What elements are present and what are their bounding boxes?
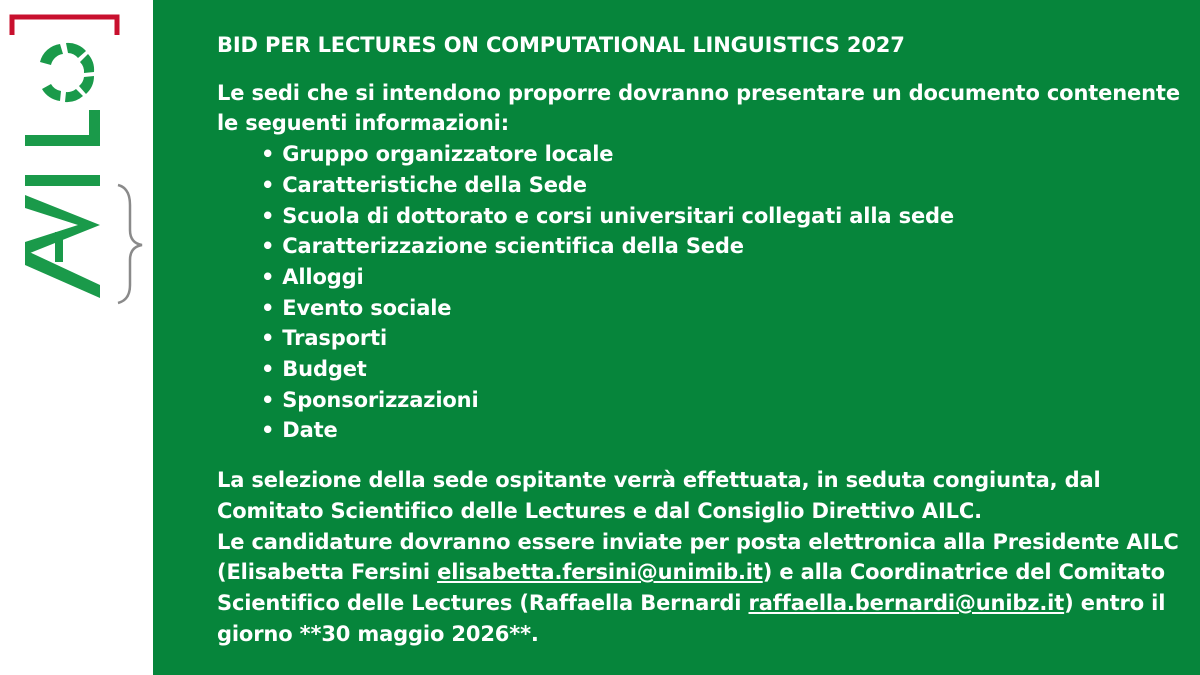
list-item — [261, 293, 1187, 324]
list-item — [261, 262, 1187, 293]
list-item — [261, 139, 1187, 170]
bullet-icon: • — [261, 264, 275, 289]
bullet-icon: • — [261, 203, 275, 228]
email-link-fersini[interactable]: elisabetta.fersini@unimib.it — [437, 560, 763, 585]
bullet-icon: • — [261, 142, 275, 167]
email-link-bernardi[interactable]: raffaella.bernardi@unibz.it — [748, 590, 1065, 615]
list-item-label: Caratteristiche della Sede — [282, 172, 587, 197]
bullet-icon: • — [261, 234, 275, 259]
logo-sidebar — [0, 0, 153, 675]
submission-text-part1: Le candidature dovranno essere inviate per posta elettronica alla Presidente AILC (Elisabetta Fersini — [217, 529, 1179, 585]
list-item-label: Alloggi — [282, 264, 364, 289]
list-item — [261, 323, 1187, 354]
bullet-icon: • — [261, 387, 275, 412]
logo-curly-brace — [118, 185, 142, 303]
logo-letters — [25, 110, 100, 298]
submission-text — [217, 527, 1187, 650]
list-item — [261, 201, 1187, 232]
list-item — [261, 231, 1187, 262]
list-item — [261, 415, 1187, 446]
ailc-logo — [0, 0, 153, 675]
selection-text: La selezione della sede ospitante verrà effettuata, in seduta congiunta, dal Comitato Scientifico delle Lectures e dal Consiglio Direttivo AILC. — [217, 468, 1101, 523]
list-item-label: Sponsorizzazioni — [282, 387, 479, 412]
submission-text-part2: ) e alla Coordinatrice del Comitato Scientifico delle Lectures (Raffaella Bernardi — [217, 560, 1165, 615]
list-item-label: Budget — [282, 357, 367, 382]
list-item-label: Gruppo organizzatore locale — [282, 142, 614, 167]
list-item-label: Date — [282, 418, 338, 443]
bullet-icon: • — [261, 357, 275, 382]
intro-text: Le sedi che si intendono proporre dovranno presentare un documento contenente le seguenti informazioni: — [217, 80, 1180, 136]
list-item-label: Trasporti — [282, 326, 388, 351]
bullet-icon: • — [261, 172, 275, 197]
slide-title: BID PER LECTURES ON COMPUTATIONAL LINGUISTICS 2027 — [217, 33, 905, 57]
logo-red-bracket — [12, 17, 117, 35]
list-item — [261, 354, 1187, 385]
submission-text-part3: ) entro il giorno **30 maggio 2026**. — [217, 590, 1166, 646]
list-item — [261, 385, 1187, 416]
list-item-label: Evento sociale — [282, 295, 452, 320]
requirements-list — [217, 139, 1187, 446]
list-item — [261, 170, 1187, 201]
bullet-icon: • — [261, 326, 275, 351]
bullet-icon: • — [261, 418, 275, 443]
list-item-label: Caratterizzazione scientifica della Sede — [282, 234, 744, 259]
list-item-label: Scuola di dottorato e corsi universitari collegati alla sede — [282, 203, 955, 228]
content-panel — [153, 0, 1200, 675]
bullet-icon: • — [261, 295, 275, 320]
slide-content — [217, 30, 1187, 649]
logo-c-ring — [40, 43, 94, 102]
